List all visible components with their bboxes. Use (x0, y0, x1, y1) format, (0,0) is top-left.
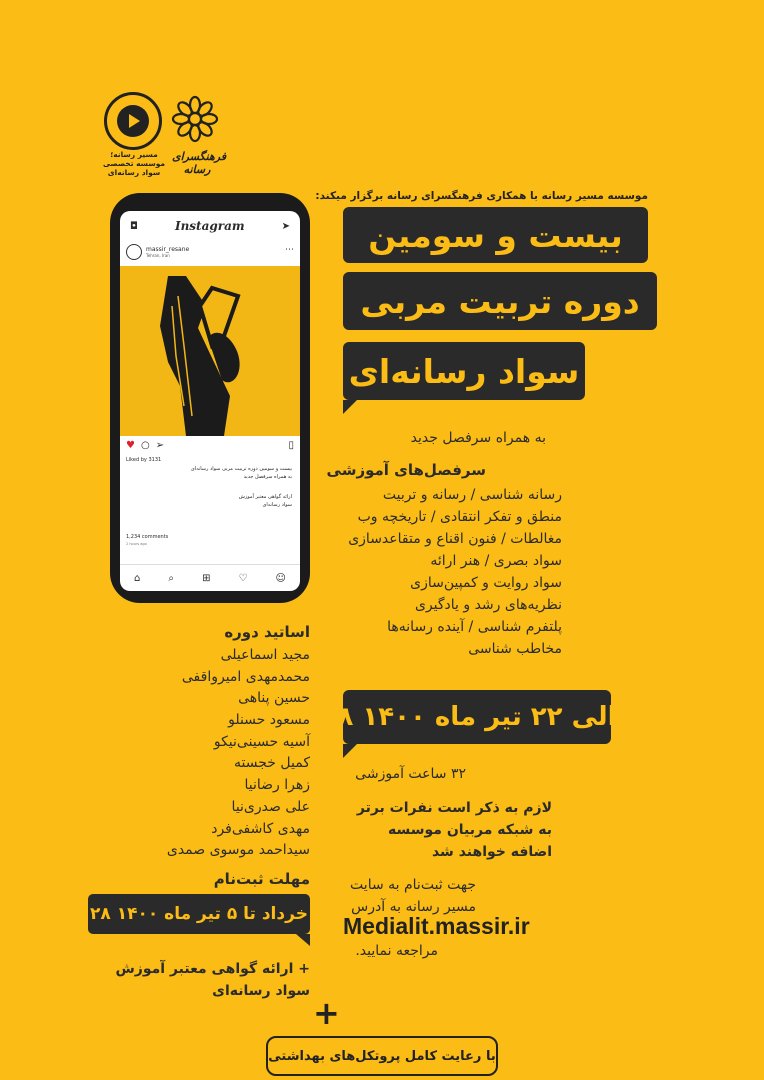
teacher-name: مسعود حسنلو (228, 712, 310, 729)
post-image (120, 266, 300, 436)
chapter-item: نظریه‌های رشد و یادگیری (414, 597, 562, 613)
deadline-heading: مهلت ثبت‌نام (213, 870, 310, 888)
farhangsara-logo-text: فرهنگسرای رسانه (172, 150, 227, 176)
profile-icon[interactable]: ☺ (275, 572, 286, 584)
deadline-box: ۲۸ خرداد تا ۵ تیر ماه ۱۴۰۰ (88, 894, 310, 934)
teacher-name: علی صدری‌نیا (231, 798, 310, 815)
camera-icon[interactable]: ◘ (130, 220, 138, 232)
register-text: جهت ثبت‌نام به سایت مسیر رسانه به آدرس (350, 877, 476, 915)
plus-sign: + (313, 994, 340, 1032)
dates-bubble-tail (343, 744, 357, 758)
send-icon[interactable]: ➤ (281, 220, 290, 232)
post-username[interactable]: massir_resane (146, 246, 190, 253)
dates-box: ۸ الی ۲۲ تیر ماه ۱۴۰۰ (343, 690, 611, 744)
avatar[interactable] (126, 244, 142, 260)
teacher-name: محمدمهدی امیرواقفی (181, 668, 310, 685)
chapters-list (322, 484, 562, 660)
chapter-item: رسانه شناسی / رسانه و تربیت (382, 487, 562, 503)
note-text: لازم به ذکر است نفرات برتر به شبکه مربیان موسسه اضافه خواهند شد (356, 800, 552, 860)
more-icon[interactable]: ⋯ (285, 245, 294, 255)
teachers-heading: اساتید دوره (224, 623, 310, 641)
teacher-name: سیداحمد موسوی صمدی (166, 842, 310, 859)
protocol-text: با رعایت کامل پروتکل‌های بهداشتی (268, 1048, 496, 1064)
teacher-name: مهدی کاشفی‌فرد (211, 820, 310, 837)
massir-logo (104, 92, 162, 150)
post-caption: بیست و سومین دوره تربیت مربی سواد رسانه‌ای به همراه سرفصل جدید ارائه گواهی معتبر آموزش سواد رسانه‌ای (190, 466, 292, 508)
massir-logo-text: مسیر رسانه؛ موسسه تخصصی سواد رسانه‌ای (102, 150, 166, 177)
teacher-name: کمیل خجسته (234, 755, 310, 772)
chapter-item: سواد بصری / هنر ارائه (430, 553, 562, 569)
website-link[interactable]: Medialit.massir.ir (343, 913, 530, 939)
activity-icon[interactable]: ♡ (238, 572, 248, 584)
hours-text: ۳۲ ساعت آموزشی (355, 766, 466, 782)
chapter-item: مخاطب شناسی (468, 641, 562, 657)
home-icon[interactable]: ⌂ (134, 572, 141, 584)
chapter-item: مغالطات / فنون اقناع و متقاعدسازی (348, 531, 562, 547)
post-time: 2 hours ago (126, 542, 147, 546)
title-bubble-tail (343, 400, 357, 414)
post-location: Tehran, Iran (146, 253, 170, 258)
chapter-item: پلتفرم شناسی / آینده رسانه‌ها (387, 619, 562, 635)
search-icon[interactable]: ⌕ (168, 572, 175, 584)
app-title: Instagram (174, 219, 245, 233)
title-line-3: سواد رسانه‌ای (343, 342, 585, 400)
teachers-list (90, 645, 310, 862)
title-line-2: دوره تربیت مربی (343, 272, 657, 330)
comments-count[interactable]: 1,234 comments (126, 534, 169, 540)
share-icon[interactable]: ➢ (155, 440, 165, 451)
chapter-item: منطق و تفکر انتقادی / تاریخچه وب (357, 509, 562, 525)
title-line-1: بیست و سومین (343, 207, 648, 263)
teacher-name: آسیه حسینی‌نیکو (213, 733, 310, 750)
refer-text: مراجعه نمایید. (355, 943, 438, 959)
teacher-name: حسین پناهی (238, 690, 310, 707)
phone-screen (120, 211, 300, 591)
add-post-icon[interactable]: ⊞ (202, 572, 211, 584)
heart-icon[interactable]: ♥ (126, 440, 135, 451)
intro-text: موسسه مسیر رسانه با همکاری فرهنگسرای رسانه برگزار میکند: (315, 190, 648, 202)
certificate-text: + ارائه گواهی معتبر آموزش سواد رسانه‌ای (115, 961, 310, 999)
teacher-name: زهرا رضانیا (244, 777, 310, 794)
chapters-heading: سرفصل‌های آموزشی (326, 461, 486, 479)
likes-count: Liked by 3131 (126, 457, 162, 463)
chapter-item: سواد روایت و کمپین‌سازی (410, 575, 562, 591)
protocol-box (266, 1036, 498, 1076)
deadline-bubble-tail (296, 934, 310, 946)
new-chapter-text: به همراه سرفصل جدید (410, 430, 546, 446)
teacher-name: مجید اسماعیلی (220, 647, 310, 663)
comment-icon[interactable]: ○ (140, 440, 150, 451)
farhangsara-logo-icon (168, 92, 222, 146)
bookmark-icon[interactable]: ▯ (288, 440, 294, 451)
